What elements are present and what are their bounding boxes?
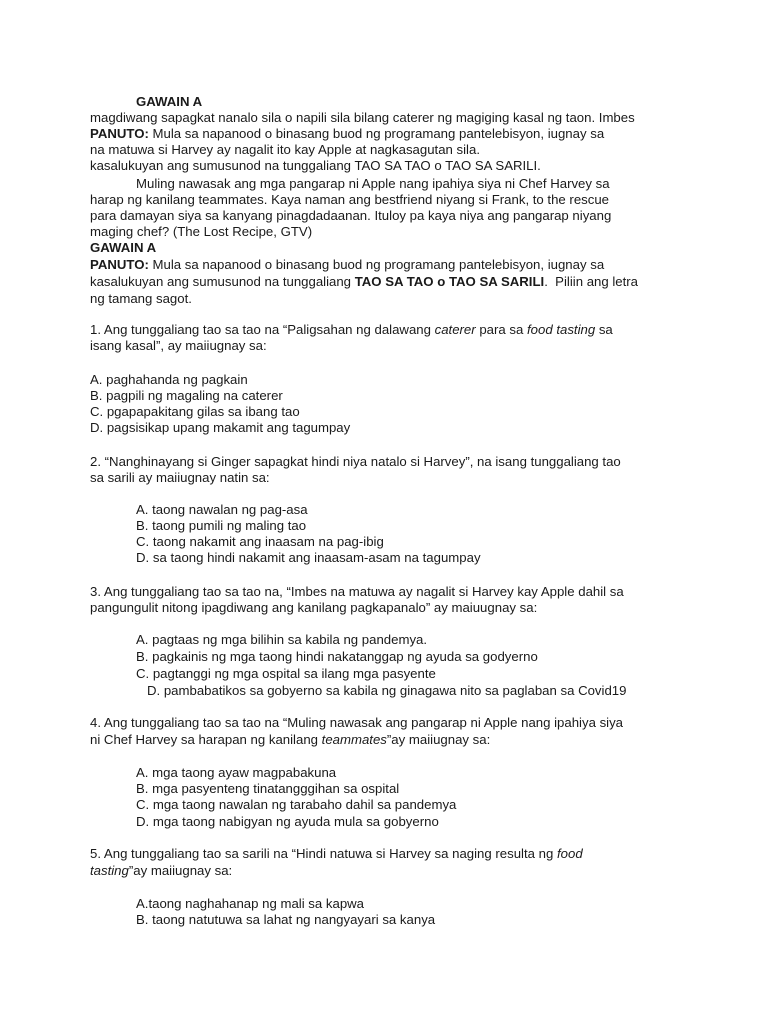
- story-line-1: Muling nawasak ang mga pangarap ni Apple nang ipahiya siya ni Chef Harvey sa: [136, 176, 610, 191]
- q4-line-1: 4. Ang tunggaliang tao sa tao na “Muling nawasak ang pangarap ni Apple nang ipahiya siya: [90, 715, 624, 730]
- overlap-line-4: kasalukuyan ang sumusunod na tunggaliang TAO SA TAO o TAO SA SARILI.: [90, 158, 541, 173]
- q1-option-a: A. paghahanda ng pagkain: [90, 372, 248, 387]
- story-line-2: harap ng kanilang teammates. Kaya naman ang bestfriend niyang si Frank, to the rescue: [90, 192, 610, 207]
- q4-option-d: D. mga taong nabigyan ng ayuda mula sa gobyerno: [136, 814, 439, 829]
- q3-option-b: B. pagkainis ng mga taong hindi nakatanggap ng ayuda sa godyerno: [136, 649, 538, 664]
- q4-option-b: B. mga pasyenteng tinatangggihan sa ospital: [136, 781, 400, 796]
- q3-line-2: pangungulit nitong ipagdiwang ang kanilang pagkapanalo” ay maiuugnay sa:: [90, 600, 538, 615]
- q2-option-a: A. taong nawalan ng pag-asa: [136, 502, 308, 517]
- overlap-line-1: magdiwang sapagkat nanalo sila o napili sila bilang caterer ng magiging kasal ng taon. Imbes: [90, 110, 635, 125]
- q2-line-2: sa sarili ay maiiugnay natin sa:: [90, 470, 270, 485]
- q2-option-b: B. taong pumili ng maling tao: [136, 518, 307, 533]
- q2-option-c: C. taong nakamit ang inaasam na pag-ibig: [136, 534, 384, 549]
- q1-option-c: C. pgapapakitang gilas sa ibang tao: [90, 404, 300, 419]
- overlap-line-3: na matuwa si Harvey ay nagalit ito kay Apple at nagkasagutan sila.: [90, 142, 480, 157]
- q1-option-d: D. pagsisikap upang makamit ang tagumpay: [90, 420, 351, 435]
- q4-line-2: ni Chef Harvey sa harapan ng kanilang teammates”ay maiiugnay sa:: [90, 732, 491, 747]
- q4-option-a: A. mga taong ayaw magpabakuna: [136, 765, 337, 780]
- q5-option-b: B. taong natutuwa sa lahat ng nangyayari sa kanya: [136, 912, 436, 927]
- q5-line-1: 5. Ang tunggaliang tao sa sarili na “Hindi natuwa si Harvey sa naging resulta ng food: [90, 846, 583, 861]
- q1-line-2: isang kasal”, ay maiiugnay sa:: [90, 338, 267, 353]
- q3-option-d: D. pambabatikos sa gobyerno sa kabila ng ginagawa nito sa paglaban sa Covid19: [147, 683, 627, 698]
- panuto-line-1: PANUTO: Mula sa napanood o binasang buod ng programang pantelebisyon, iugnay sa: [90, 257, 605, 272]
- panuto-line-2: kasalukuyan ang sumusunod na tunggaliang TAO SA TAO o TAO SA SARILI. Piliin ang letra: [90, 274, 639, 289]
- q5-line-2: tasting”ay maiiugnay sa:: [90, 863, 233, 878]
- q5-option-a: A.taong naghahanap ng mali sa kapwa: [136, 896, 365, 911]
- q2-option-d: D. sa taong hindi nakamit ang inaasam-asam na tagumpay: [136, 550, 481, 565]
- q3-option-a: A. pagtaas ng mga bilihin sa kabila ng pandemya.: [136, 632, 428, 647]
- q2-line-1: 2. “Nanghinayang si Ginger sapagkat hindi niya natalo si Harvey”, na isang tunggaliang tao: [90, 454, 621, 469]
- q3-line-1: 3. Ang tunggaliang tao sa tao na, “Imbes na matuwa ay nagalit si Harvey kay Apple dahil sa: [90, 584, 624, 599]
- section-title: GAWAIN A: [90, 240, 157, 255]
- story-line-3: para damayan siya sa kanyang pinagdadaanan. Ituloy pa kaya niya ang pangarap niyang: [90, 208, 612, 223]
- overlap-line-2: PANUTO: Mula sa napanood o binasang buod ng programang pantelebisyon, iugnay sa: [90, 126, 605, 141]
- q3-option-c: C. pagtanggi ng mga ospital sa ilang mga pasyente: [136, 666, 436, 681]
- q1-option-b: B. pagpili ng magaling na caterer: [90, 388, 283, 403]
- q4-option-c: C. mga taong nawalan ng tarabaho dahil sa pandemya: [136, 797, 457, 812]
- story-line-4: maging chef? (The Lost Recipe, GTV): [90, 224, 313, 239]
- q1-line-1: 1. Ang tunggaliang tao sa tao na “Paligsahan ng dalawang caterer para sa food tasting sa: [90, 322, 613, 337]
- overlap-title: GAWAIN A: [136, 94, 203, 109]
- panuto-line-3: ng tamang sagot.: [90, 291, 192, 306]
